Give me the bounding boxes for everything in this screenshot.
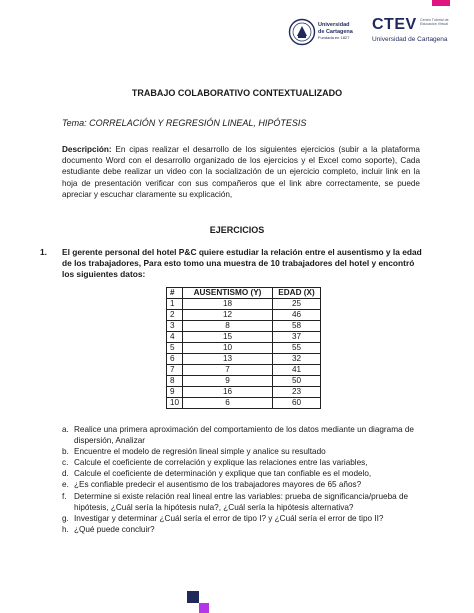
description-text: En cipas realizar el desarrollo de los siguientes ejercicios (subir a la plataforma documento Word con el desarrollo organizado de los ejercicios y el Excel como soporte), Cada estudiante debe realizar un video con la socialización de un ejercicio completo, incluir link en la hoja de presentación verificar con sus compañeros que el link abre correctamente, se puede apreciar y escuchar claramente su explicación, (62, 145, 420, 199)
document-title: TRABAJO COLABORATIVO CONTEXTUALIZADO (131, 88, 343, 98)
cell-ausentismo: 7 (183, 365, 273, 376)
list-item (62, 457, 420, 468)
cell-ausentismo: 15 (183, 332, 273, 343)
description-label: Descripción: (62, 145, 112, 154)
list-item (62, 524, 420, 535)
list-item (62, 479, 420, 490)
header-index: # (167, 288, 183, 299)
cell-ausentismo: 8 (183, 321, 273, 332)
data-table (166, 287, 321, 409)
table-row (167, 376, 321, 387)
ctev-mark: CTEV (372, 16, 417, 33)
cell-index: 9 (167, 387, 183, 398)
cell-index: 2 (167, 310, 183, 321)
cell-index: 3 (167, 321, 183, 332)
item-marker: h. (62, 524, 69, 534)
cell-index: 4 (167, 332, 183, 343)
udc-line-2: de Cartagena (318, 28, 353, 35)
cell-edad: 60 (273, 398, 321, 409)
cell-index: 6 (167, 354, 183, 365)
cell-edad: 41 (273, 365, 321, 376)
accent-square-purple (199, 603, 209, 613)
exercise-items (62, 424, 420, 535)
item-marker: c. (62, 458, 69, 468)
cell-edad: 50 (273, 376, 321, 387)
item-text: Calcule el coeficiente de determinación y explique que tan confiable es el modelo, (74, 469, 372, 479)
item-text: Encuentre el modelo de regresión lineal simple y analice su resultado (74, 447, 326, 457)
header-ausentismo: AUSENTISMO (Y) (183, 288, 273, 299)
cell-edad: 55 (273, 343, 321, 354)
question-number: 1. (40, 247, 47, 257)
table-row (167, 398, 321, 409)
cell-edad: 58 (273, 321, 321, 332)
cell-index: 7 (167, 365, 183, 376)
universidad-logo (288, 18, 368, 48)
cell-edad: 37 (273, 332, 321, 343)
cell-index: 1 (167, 299, 183, 310)
cell-edad: 25 (273, 299, 321, 310)
cell-edad: 46 (273, 310, 321, 321)
item-marker: b. (62, 447, 69, 457)
table-row (167, 387, 321, 398)
cell-edad: 32 (273, 354, 321, 365)
list-item (62, 468, 420, 479)
item-text: ¿Qué puede concluir? (74, 524, 155, 534)
accent-bar-top (432, 0, 450, 6)
cell-ausentismo: 6 (183, 398, 273, 409)
item-marker: e. (62, 480, 69, 490)
item-text: Investigar y determinar ¿Cuál sería el error de tipo I? y ¿Cuál sería el error de tipo II? (74, 513, 384, 523)
table-body (167, 299, 321, 409)
list-item (62, 491, 420, 513)
cell-ausentismo: 13 (183, 354, 273, 365)
cell-edad: 23 (273, 387, 321, 398)
accent-square-navy (187, 591, 199, 603)
cell-ausentismo: 9 (183, 376, 273, 387)
university-seal-icon (288, 18, 316, 46)
page-header (0, 14, 474, 50)
table-row (167, 321, 321, 332)
table-row (167, 365, 321, 376)
description-paragraph (62, 144, 420, 200)
ctev-university: Universidad de Cartagena (372, 36, 448, 43)
ctev-subtitle: Centro Tutorial de Educación Virtual (420, 18, 449, 27)
item-marker: a. (62, 425, 69, 434)
udc-line-1: Universidad (318, 22, 350, 28)
cell-ausentismo: 10 (183, 343, 273, 354)
item-text: Determine si existe relación real lineal entre las variables: prueba de significancia/prueba de hipótesis, ¿Cuál sería la hipótesis nula?, ¿Cuál sería la hipótesis alternativa? (74, 491, 409, 512)
cell-index: 5 (167, 343, 183, 354)
cell-index: 10 (167, 398, 183, 409)
cell-index: 8 (167, 376, 183, 387)
cell-ausentismo: 18 (183, 299, 273, 310)
cell-ausentismo: 12 (183, 310, 273, 321)
ctev-logo (372, 16, 462, 48)
item-text: ¿Es confiable predecir el ausentismo de los trabajadores mayores de 65 años? (74, 480, 362, 490)
table-row (167, 299, 321, 310)
question-text: El gerente personal del hotel P&C quiere estudiar la relación entre el ausentismo y la edad de los trabajadores, Para esto tomo una muestra de 10 trabajadores del hotel y encontró los siguientes datos: (62, 247, 422, 280)
table-row (167, 354, 321, 365)
document-topic: Tema: CORRELACIÓN Y REGRESIÓN LINEAL, HIPÓTESIS (62, 118, 307, 128)
item-marker: f. (62, 491, 67, 501)
udc-line-3: Fundada en 1827 (318, 35, 350, 40)
item-text: Realice una primera aproximación del comportamiento de los datos mediante un diagrama de dispersión, Analizar (74, 425, 414, 446)
section-title: EJERCICIOS (209, 225, 265, 235)
table-row (167, 343, 321, 354)
table-row (167, 332, 321, 343)
universidad-text (318, 22, 353, 42)
list-item (62, 424, 420, 446)
item-marker: g. (62, 513, 69, 523)
table-row (167, 310, 321, 321)
table-header-row (167, 288, 321, 299)
list-item (62, 513, 420, 524)
item-marker: d. (62, 469, 69, 479)
item-text: Calcule el coeficiente de correlación y explique las relaciones entre las variables, (74, 458, 368, 468)
header-edad: EDAD (X) (273, 288, 321, 299)
cell-ausentismo: 16 (183, 387, 273, 398)
list-item (62, 446, 420, 457)
